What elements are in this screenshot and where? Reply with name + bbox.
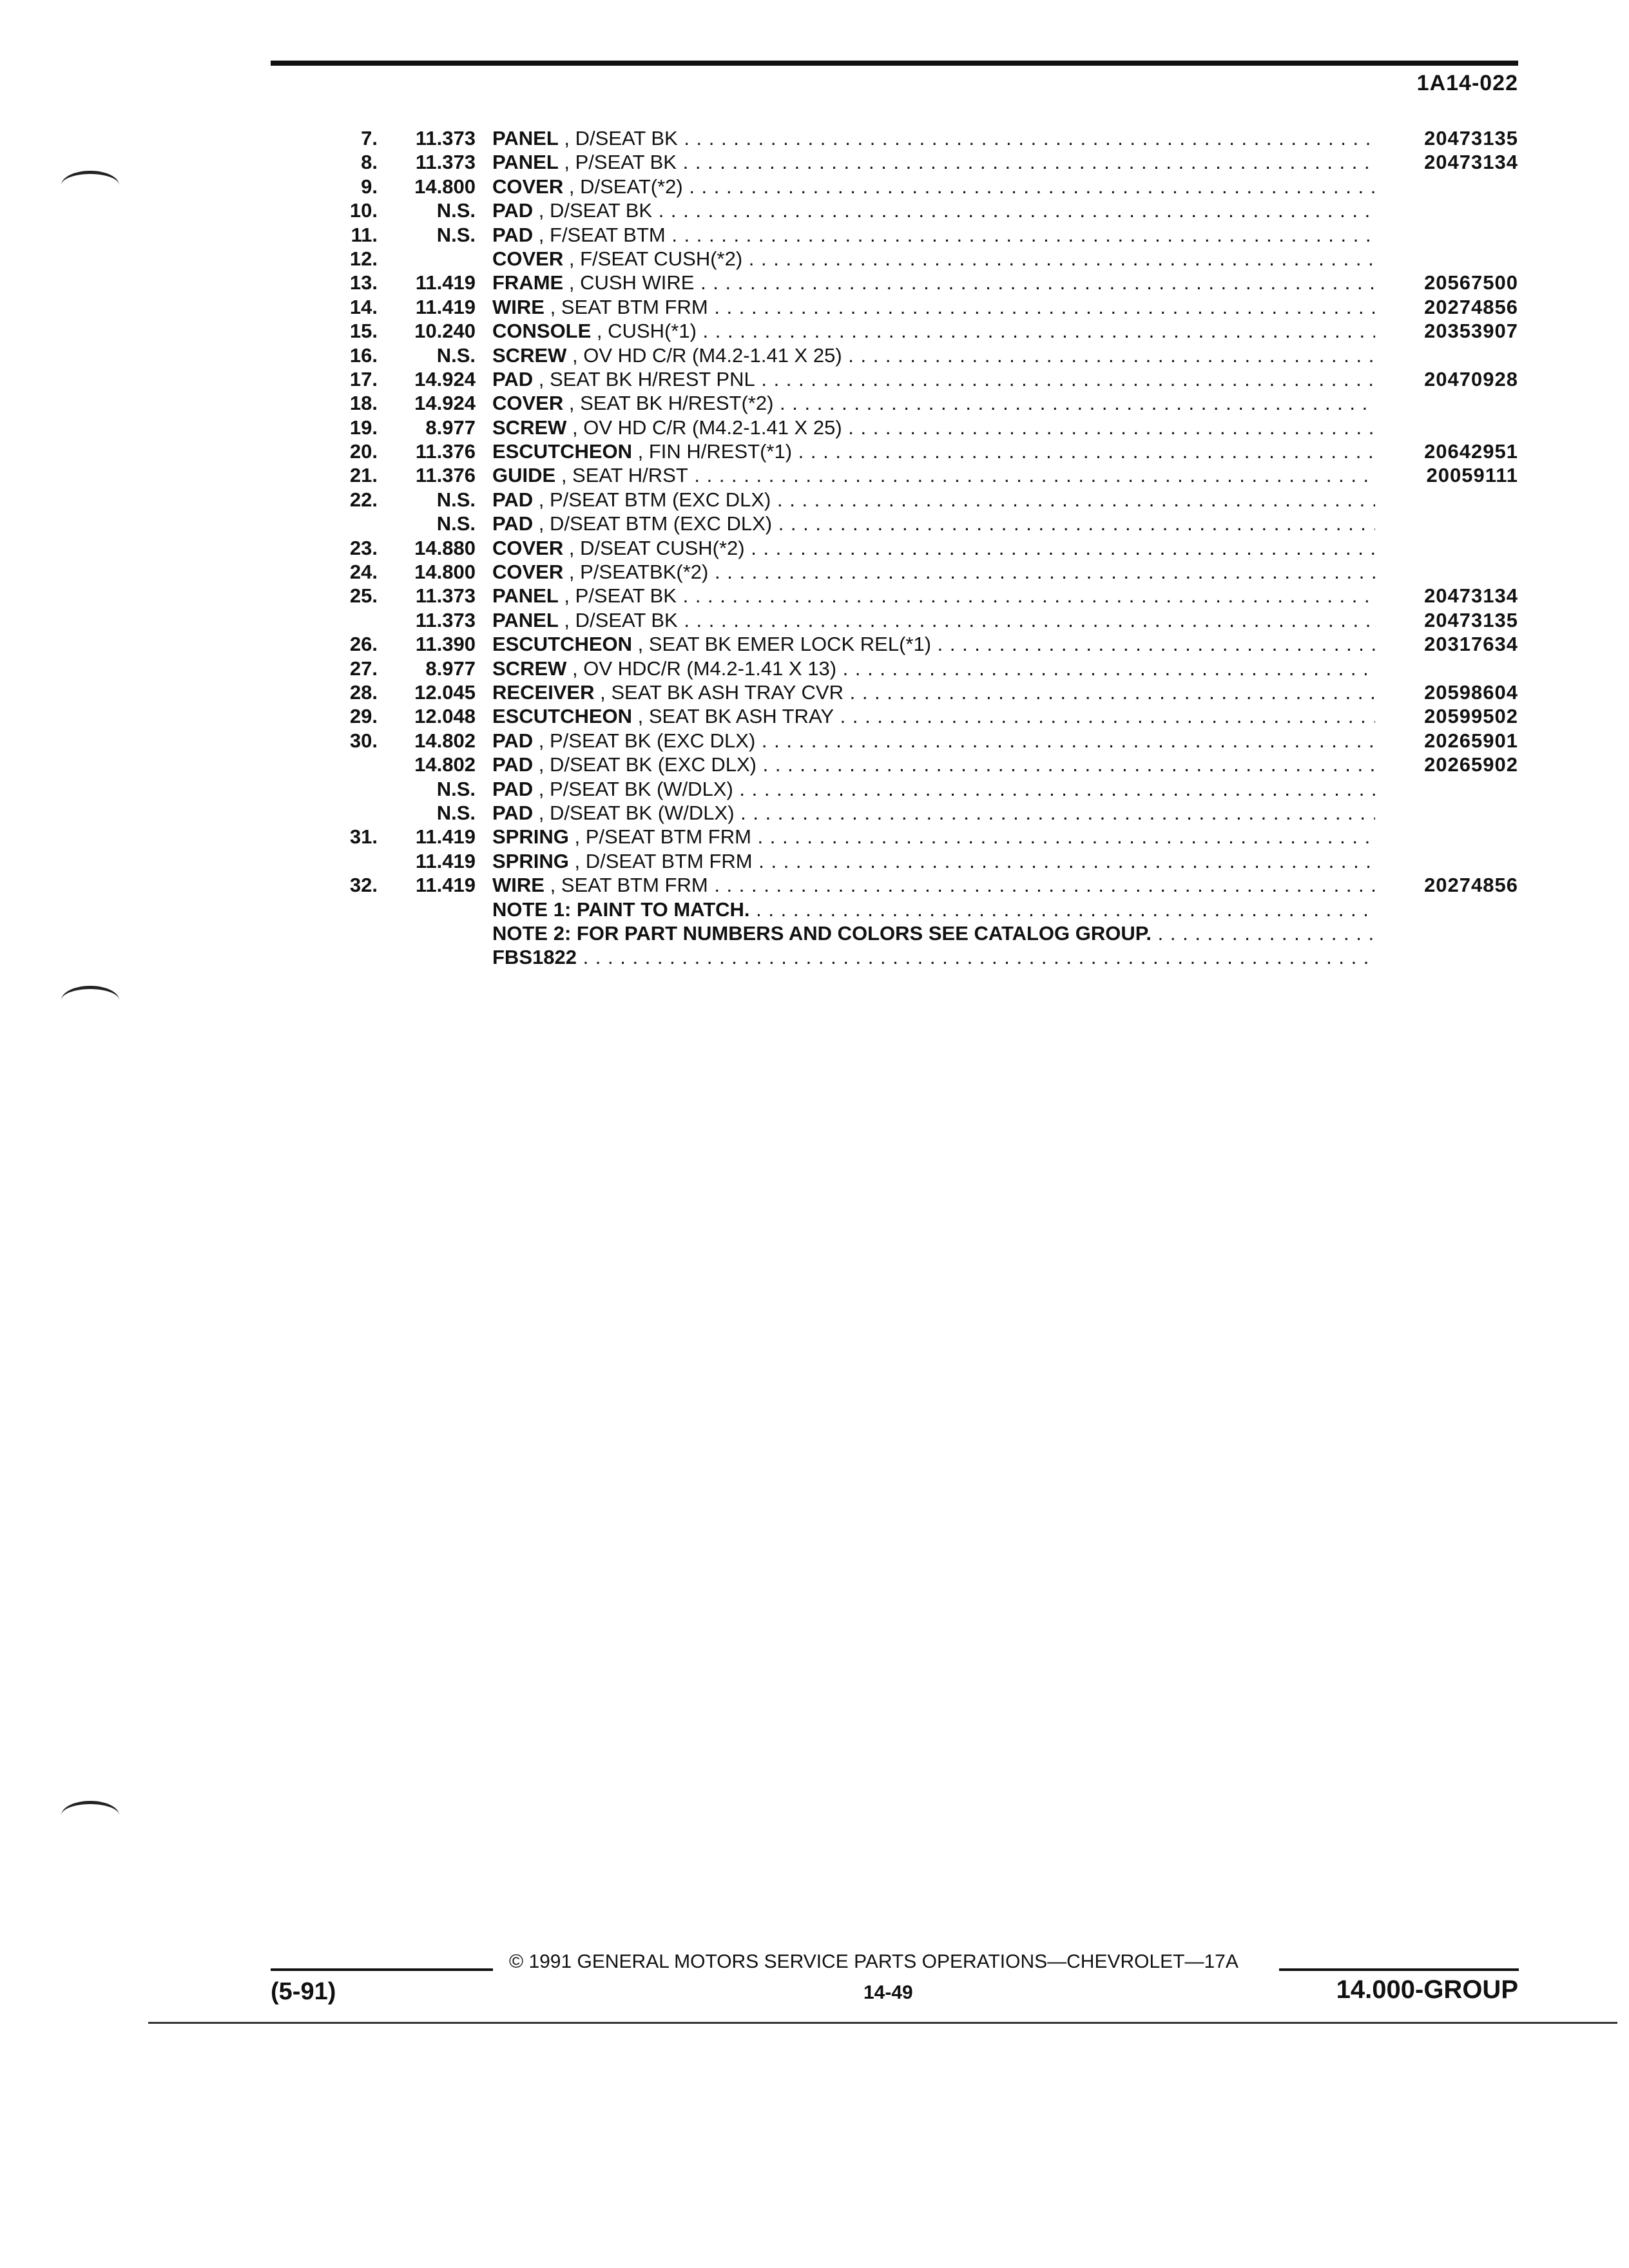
part-detail: , SEAT BTM FRM [550, 295, 708, 318]
binder-hole-mark-bottom [61, 1801, 119, 1830]
part-detail: , P/SEAT BTM (EXC DLX) [538, 488, 771, 511]
item-number: 11. [351, 223, 378, 246]
part-description [492, 512, 1375, 535]
catalog-ref: 14.924 [414, 392, 476, 415]
part-name: COVER [492, 247, 564, 270]
item-number: 30. [349, 729, 378, 752]
table-row [0, 416, 1629, 439]
part-name: PAD [492, 199, 534, 222]
table-row [0, 247, 1629, 271]
table-row [0, 608, 1629, 632]
catalog-ref: N.S. [436, 223, 476, 246]
item-number: 22. [349, 488, 378, 511]
item-number: 28. [349, 680, 378, 704]
part-description [492, 777, 1375, 801]
part-detail: , F/SEAT CUSH(*2) [568, 247, 743, 270]
part-detail: , SEAT BK EMER LOCK REL(*1) [637, 633, 932, 656]
item-number: 29. [349, 705, 378, 728]
table-row [0, 439, 1629, 463]
part-detail: , P/SEAT BK (EXC DLX) [538, 729, 756, 752]
table-row [0, 584, 1629, 608]
part-number: 20567500 [1424, 271, 1518, 294]
part-detail: , CUSH WIRE [568, 271, 695, 294]
part-description [492, 271, 1375, 294]
part-number: 20265901 [1424, 729, 1518, 752]
part-detail: , F/SEAT BTM [538, 223, 666, 246]
catalog-ref: 14.802 [414, 753, 476, 776]
part-detail: , OV HDC/R (M4.2-1.41 X 13) [572, 657, 837, 680]
part-description [492, 319, 1375, 343]
table-row [0, 680, 1629, 704]
item-number: 15. [349, 320, 378, 343]
part-detail: , D/SEAT BK (EXC DLX) [538, 753, 757, 776]
table-row [0, 657, 1629, 680]
document-code: 1A14-022 [1416, 71, 1518, 95]
table-row [0, 560, 1629, 584]
part-detail: , CUSH(*1) [596, 320, 697, 343]
item-number: 25. [349, 584, 378, 608]
part-description [492, 247, 1375, 271]
catalog-ref: 12.048 [414, 705, 476, 728]
table-row [0, 488, 1629, 512]
part-detail: , OV HD C/R (M4.2-1.41 X 25) [572, 416, 842, 439]
table-row [0, 849, 1629, 873]
catalog-ref: 11.419 [415, 849, 476, 872]
part-name: PANEL [492, 151, 559, 174]
part-name: RECEIVER [492, 680, 595, 704]
catalog-ref: 14.880 [414, 536, 476, 559]
item-number: 27. [349, 657, 378, 680]
part-name: PAD [492, 367, 534, 390]
part-detail: , SEAT BK H/REST PNL [538, 367, 755, 390]
item-number: 32. [349, 874, 378, 897]
note-row [0, 898, 1629, 921]
part-description [492, 704, 1375, 728]
part-name: PANEL [492, 608, 559, 631]
item-number: 8. [361, 151, 378, 174]
part-description [492, 223, 1375, 247]
part-name: COVER [492, 536, 564, 559]
part-description [492, 150, 1375, 174]
table-row [0, 367, 1629, 391]
part-name: SPRING [492, 849, 569, 872]
part-detail: , SEAT BTM FRM [550, 874, 708, 897]
part-number: 20059111 [1426, 464, 1518, 487]
part-name: PAD [492, 488, 534, 511]
part-number: 20470928 [1424, 367, 1518, 390]
part-description [492, 584, 1375, 608]
part-detail: , SEAT BK H/REST(*2) [568, 392, 774, 415]
catalog-ref: 10.240 [414, 320, 476, 343]
part-name: COVER [492, 392, 564, 415]
part-detail: , OV HD C/R (M4.2-1.41 X 25) [572, 343, 842, 367]
catalog-ref: 11.419 [415, 825, 476, 849]
part-number: 20473135 [1424, 127, 1518, 149]
catalog-ref: 11.419 [415, 295, 476, 318]
table-row [0, 295, 1629, 319]
part-name: GUIDE [492, 464, 556, 487]
table-row [0, 632, 1629, 656]
table-row [0, 343, 1629, 367]
part-number: 20473134 [1424, 151, 1518, 174]
catalog-ref: 14.802 [414, 729, 476, 752]
copyright-line: © 1991 GENERAL MOTORS SERVICE PARTS OPERATIONS—CHEVROLET—17A [509, 1951, 1239, 1972]
part-name: PAD [492, 753, 534, 776]
part-number: 20274856 [1424, 874, 1518, 897]
page-bottom-line [148, 2022, 1617, 2024]
note-row [0, 921, 1629, 945]
part-name: COVER [492, 175, 564, 198]
part-description [492, 416, 1375, 439]
catalog-ref: 11.376 [415, 440, 476, 463]
part-description [492, 801, 1375, 825]
part-number: 20642951 [1424, 440, 1518, 463]
part-name: PANEL [492, 127, 559, 149]
part-name: SCREW [492, 416, 567, 439]
part-detail: , P/SEAT BK [564, 584, 677, 608]
part-description [492, 295, 1375, 319]
item-number: 17. [349, 367, 378, 390]
part-number: 20353907 [1424, 320, 1518, 343]
part-detail: , SEAT BK ASH TRAY CVR [600, 680, 843, 704]
table-row [0, 704, 1629, 728]
catalog-ref: 11.419 [415, 271, 476, 294]
item-number: 12. [349, 247, 378, 270]
part-description [492, 198, 1375, 222]
table-row [0, 536, 1629, 560]
table-row [0, 512, 1629, 535]
part-detail: , D/SEAT(*2) [568, 175, 683, 198]
catalog-ref: 8.977 [425, 657, 476, 680]
part-description [492, 873, 1375, 897]
part-name: PAD [492, 223, 534, 246]
part-number: 20265902 [1424, 753, 1518, 776]
part-description [492, 729, 1375, 753]
catalog-ref: 11.373 [415, 151, 476, 174]
catalog-ref: 14.800 [414, 175, 476, 198]
item-number: 19. [349, 416, 378, 439]
part-name: PAD [492, 801, 534, 824]
parts-list [0, 126, 1629, 970]
item-number: 9. [361, 175, 378, 198]
part-description [492, 657, 1375, 680]
catalog-ref: 8.977 [425, 416, 476, 439]
catalog-ref: N.S. [436, 801, 476, 824]
note-label: NOTE 2: FOR PART NUMBERS AND COLORS SEE CATALOG GROUP. [492, 921, 1152, 945]
catalog-ref: 11.376 [415, 464, 476, 487]
table-row [0, 319, 1629, 343]
part-name: SPRING [492, 825, 569, 849]
part-detail: , SEAT BK ASH TRAY [637, 705, 834, 728]
item-number: 13. [349, 271, 378, 294]
note-label: NOTE 1: PAINT TO MATCH. [492, 898, 750, 921]
catalog-ref: 14.924 [414, 367, 476, 390]
part-detail: , P/SEAT BTM FRM [574, 825, 751, 849]
part-description [492, 463, 1375, 487]
part-description [492, 680, 1375, 704]
catalog-ref: 11.373 [415, 608, 476, 631]
item-number: 14. [349, 295, 378, 318]
part-description [492, 560, 1375, 584]
part-description [492, 391, 1375, 415]
note-text [492, 945, 1375, 969]
part-description [492, 536, 1375, 560]
footer-rule-left [271, 1968, 493, 1971]
part-description [492, 849, 1375, 873]
item-number: 26. [349, 633, 378, 656]
part-detail: , D/SEAT BK [564, 608, 678, 631]
part-name: SCREW [492, 657, 567, 680]
item-number: 23. [349, 536, 378, 559]
part-name: FRAME [492, 271, 564, 294]
part-name: PAD [492, 729, 534, 752]
table-row [0, 777, 1629, 801]
page-number: 14-49 [863, 1982, 913, 2003]
part-name: WIRE [492, 295, 545, 318]
table-row [0, 223, 1629, 247]
table-row [0, 271, 1629, 294]
part-description [492, 175, 1375, 198]
part-detail: , D/SEAT BK [564, 127, 678, 149]
table-row [0, 126, 1629, 150]
table-row [0, 753, 1629, 776]
note-text [492, 921, 1375, 945]
part-description [492, 608, 1375, 632]
part-name: WIRE [492, 874, 545, 897]
part-name: ESCUTCHEON [492, 633, 633, 656]
part-name: CONSOLE [492, 320, 592, 343]
part-name: COVER [492, 561, 564, 584]
part-name: PAD [492, 512, 534, 535]
item-number: 7. [361, 127, 378, 149]
part-description [492, 367, 1375, 391]
catalog-ref: 12.045 [414, 680, 476, 704]
table-row [0, 175, 1629, 198]
note-label: FBS1822 [492, 946, 577, 969]
table-row [0, 198, 1629, 222]
item-number: 24. [349, 561, 378, 584]
part-detail: , D/SEAT BTM FRM [574, 849, 753, 872]
catalog-ref: N.S. [436, 777, 476, 800]
part-detail: , D/SEAT BTM (EXC DLX) [538, 512, 773, 535]
part-description [492, 753, 1375, 776]
part-detail: , D/SEAT BK [538, 199, 653, 222]
item-number: 21. [349, 464, 378, 487]
part-description [492, 126, 1375, 150]
catalog-ref: 11.419 [415, 874, 476, 897]
part-number: 20599502 [1424, 705, 1518, 728]
table-row [0, 729, 1629, 753]
group-number: 14.000-GROUP [1336, 1975, 1518, 2004]
catalog-ref: 11.390 [415, 633, 476, 656]
part-description [492, 488, 1375, 512]
part-name: PAD [492, 777, 534, 800]
part-detail: , FIN H/REST(*1) [637, 440, 793, 463]
revision-date: (5-91) [271, 1978, 336, 2005]
table-row [0, 801, 1629, 825]
part-name: PANEL [492, 584, 559, 608]
catalog-ref: 11.373 [415, 584, 476, 608]
part-number: 20274856 [1424, 295, 1518, 318]
part-detail: , D/SEAT BK (W/DLX) [538, 801, 735, 824]
part-description [492, 343, 1375, 367]
part-description [492, 825, 1375, 849]
header-rule [271, 61, 1518, 66]
catalog-ref: N.S. [436, 512, 476, 535]
table-row [0, 463, 1629, 487]
item-number: 18. [349, 392, 378, 415]
part-description [492, 439, 1375, 463]
note-text [492, 898, 1375, 921]
item-number: 20. [349, 440, 378, 463]
table-row [0, 391, 1629, 415]
catalog-ref: N.S. [436, 343, 476, 367]
part-detail: , SEAT H/RST [561, 464, 688, 487]
item-number: 31. [349, 825, 378, 849]
item-number: 16. [349, 343, 378, 367]
part-number: 20473134 [1424, 584, 1518, 608]
part-detail: , P/SEAT BK [564, 151, 677, 174]
part-description [492, 632, 1375, 656]
table-row [0, 150, 1629, 174]
catalog-ref: 14.800 [414, 561, 476, 584]
footer-rule-right [1279, 1968, 1519, 1971]
part-detail: , D/SEAT CUSH(*2) [568, 536, 745, 559]
catalog-ref: N.S. [436, 488, 476, 511]
part-name: ESCUTCHEON [492, 440, 633, 463]
part-detail: , P/SEATBK(*2) [568, 561, 709, 584]
part-number: 20473135 [1424, 608, 1518, 631]
part-name: SCREW [492, 343, 567, 367]
binder-hole-mark-middle [61, 986, 119, 1015]
part-detail: , P/SEAT BK (W/DLX) [538, 777, 733, 800]
catalog-ref: N.S. [436, 199, 476, 222]
catalog-ref: 11.373 [415, 127, 476, 149]
table-row [0, 825, 1629, 849]
part-number: 20317634 [1424, 633, 1518, 656]
part-number: 20598604 [1424, 680, 1518, 704]
item-number: 10. [349, 199, 378, 222]
note-row [0, 945, 1629, 969]
part-name: ESCUTCHEON [492, 705, 633, 728]
table-row [0, 873, 1629, 897]
